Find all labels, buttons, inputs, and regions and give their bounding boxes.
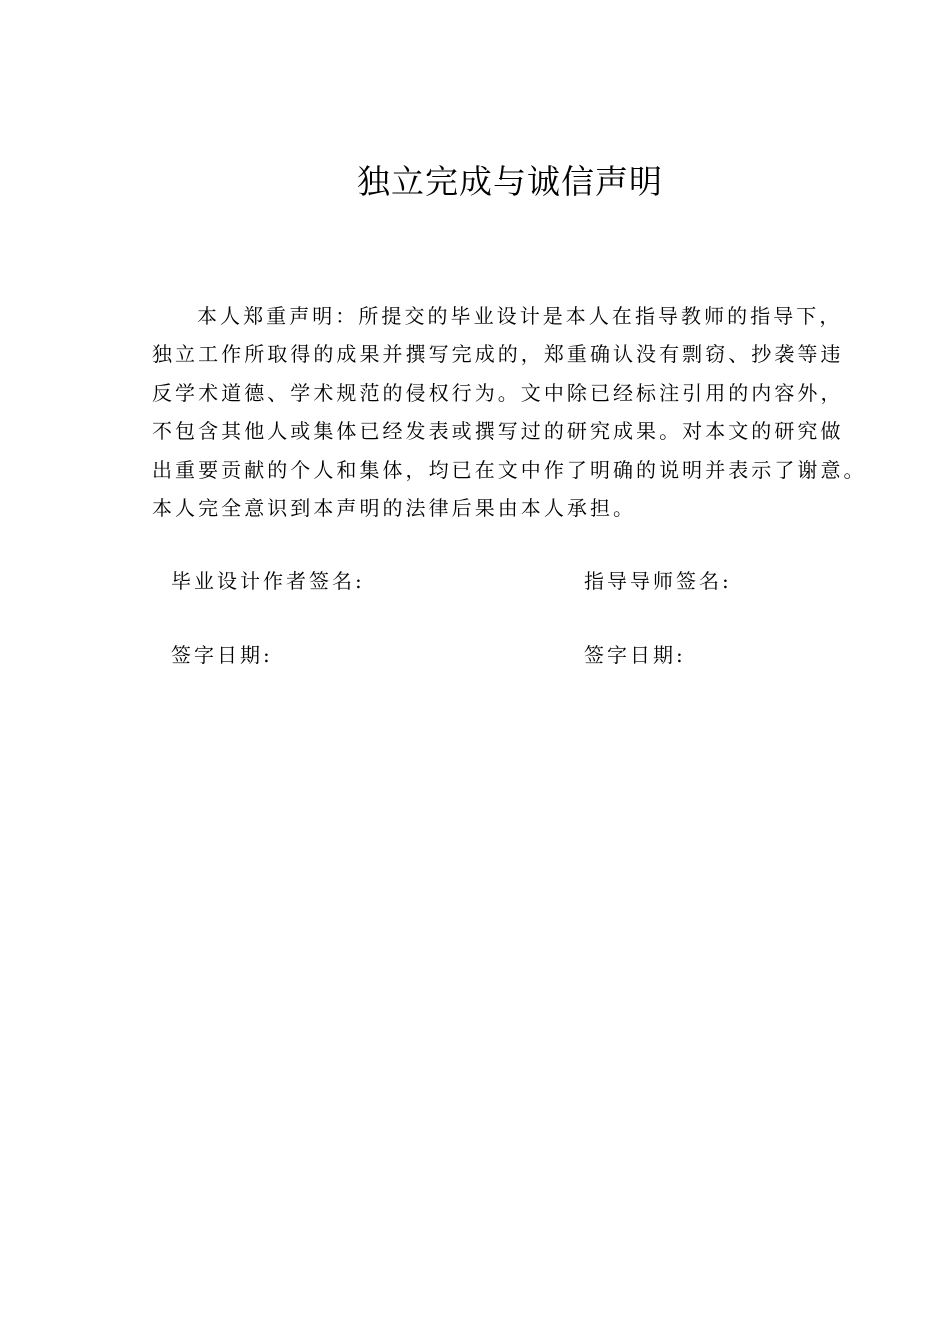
paragraph-line: 本人郑重声明：所提交的毕业设计是本人在指导教师的指导下， [197,304,843,328]
author-date-label: 签字日期: [171,643,273,667]
paragraph-line: 出重要贡献的个人和集体，均已在文中作了明确的说明并表示了谢意。 [152,457,867,482]
page-title: 独立完成与诚信声明 [357,162,663,201]
advisor-signature-label: 指导导师签名: [584,569,732,593]
declaration-paragraph [152,297,867,527]
paragraph-line: 不包含其他人或集体已经发表或撰写过的研究成果。对本文的研究做 [152,419,844,444]
advisor-date-label: 签字日期: [584,643,686,667]
author-signature-label: 毕业设计作者签名: [171,569,365,593]
paragraph-line: 独立工作所取得的成果并撰写完成的，郑重确认没有剽窃、抄袭等违 [152,342,844,367]
paragraph-line: 本人完全意识到本声明的法律后果由本人承担。 [152,495,637,520]
paragraph-line: 反学术道德、学术规范的侵权行为。文中除已经标注引用的内容外， [152,380,844,405]
